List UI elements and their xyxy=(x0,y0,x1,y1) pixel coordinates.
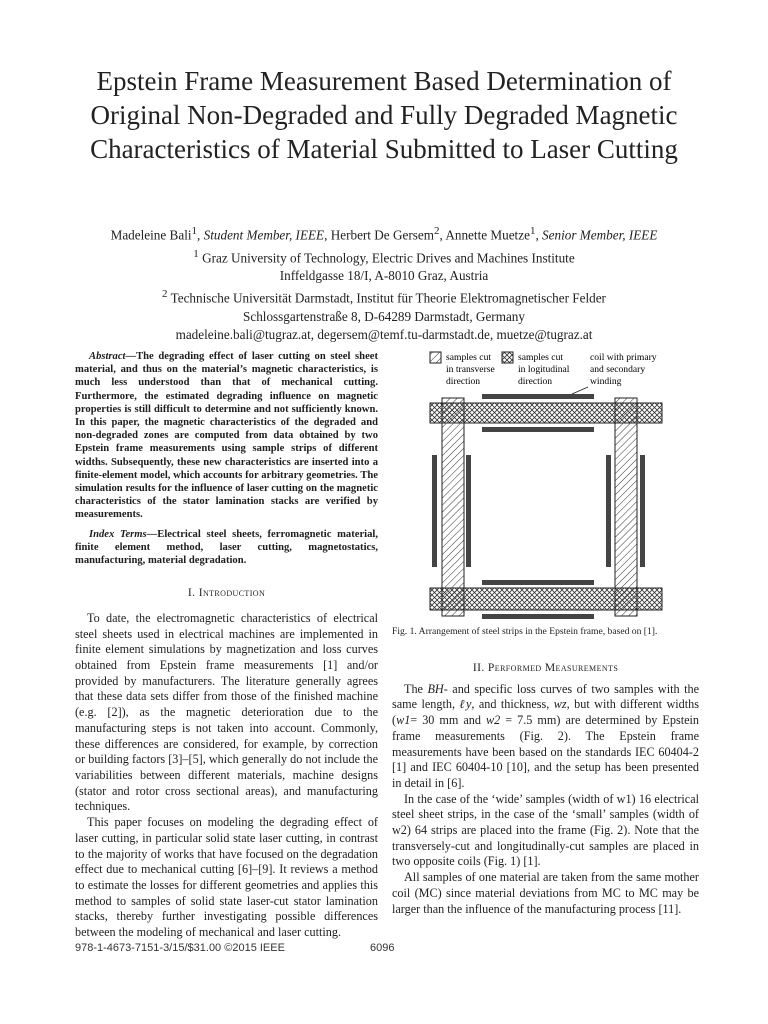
affiliation-1-address: Inffeldgasse 18/I, A-8010 Graz, Austria xyxy=(279,268,489,284)
affiliation-2 xyxy=(40,285,728,308)
coil-bottom-inner xyxy=(482,614,594,619)
affiliation-1 xyxy=(40,245,728,268)
author-sup: 2 xyxy=(433,225,440,237)
legend-text: samples cut xyxy=(518,352,564,363)
section-heading: I. Introduction xyxy=(187,586,266,600)
affiliation-name: Technische Universität Darmstadt, Institut für Theorie Elektromagnetischer Felder xyxy=(170,290,606,306)
coil-left-outer xyxy=(432,455,437,567)
affiliation-sup: 1 xyxy=(193,247,199,260)
index-terms xyxy=(75,528,378,568)
abstract-label: Abstract xyxy=(89,351,126,362)
math-symbol: w2 xyxy=(486,713,501,728)
math-symbol: wz xyxy=(553,697,567,712)
legend-text: and secondary xyxy=(590,364,646,375)
legend-text: winding xyxy=(590,376,622,387)
math-symbol: w1 xyxy=(396,713,411,728)
legend-text: coil with primary xyxy=(590,352,657,363)
strip-right-transverse xyxy=(615,398,637,616)
coil-top-outer xyxy=(482,394,594,399)
left-column xyxy=(75,350,378,941)
author-line: Madeleine Bali$^1$, Student Member, IEEE, Herbert De Gersem$^2$, Annette Muetze$^1$, Senior Member, IEEE xyxy=(110,225,658,243)
index-terms-label: Index Terms xyxy=(89,528,147,540)
figure-caption: Fig. 1. Arrangement of steel strips in the Epstein frame, based on [1]. xyxy=(392,626,658,637)
affiliation-2-address: Schlossgartenstraße 8, D-64289 Darmstadt, Germany xyxy=(243,308,525,324)
epstein-frame-figure xyxy=(392,350,699,622)
text-run: - and specific loss curves of two samples with the same length, xyxy=(392,681,699,712)
legend-text: samples cut xyxy=(446,352,492,363)
affiliation-sup: 2 xyxy=(162,288,168,301)
author-role: Senior Member, IEEE xyxy=(542,227,658,243)
legend-pointer xyxy=(572,387,588,394)
author-block xyxy=(40,222,728,344)
paragraph xyxy=(392,682,699,792)
author-name: Madeleine Bali xyxy=(110,227,192,243)
text-run: = 7.5 mm) are determined by Epstein frame measurements (Fig. 2). The Epstein frame measurements have been based on the standards IEC 60404-2 [1] and IEC 60404-10 [10], and the setup has been presented in detail in [6]. xyxy=(392,713,699,790)
legend-text: in transverse xyxy=(446,364,495,375)
author-sup: 1 xyxy=(191,225,198,237)
coil-bottom-outer xyxy=(482,580,594,585)
author-sup: 1 xyxy=(529,225,536,237)
text-run: The xyxy=(404,681,428,696)
legend-text: direction xyxy=(446,376,481,387)
legend-swatch-longitudinal xyxy=(502,352,513,363)
coil-right-inner xyxy=(640,455,645,567)
text-run: , and thickness, xyxy=(471,697,554,712)
author-name: Herbert De Gersem xyxy=(330,227,434,243)
page-number: 6096 xyxy=(370,942,395,954)
strip-left-transverse xyxy=(442,398,464,616)
right-column xyxy=(392,350,699,917)
abstract xyxy=(75,350,378,522)
text-run: = 30 mm and xyxy=(410,713,487,728)
author-emails: madeleine.bali@tugraz.at, degersem@temf.tu-darmstadt.de, muetze@tugraz.at xyxy=(175,327,593,343)
affiliation-name: Graz University of Technology, Electric Drives and Machines Institute xyxy=(202,249,575,265)
math-symbol: BH xyxy=(427,681,444,696)
index-terms-text: —Electrical steel sheets, ferromagnetic material, finite element method, laser cutting, magnetostatics, manufacturing, material degradation. xyxy=(75,528,378,567)
epstein-frame-diagram xyxy=(392,350,699,622)
legend-text: direction xyxy=(518,376,553,387)
paragraph: This paper focuses on modeling the degrading effect of laser cutting, in particular solid state laser cutting, in contrast to the majority of works that have focused on the degradation effect due to mechanical cutting [6]–[9]. It reviews a method to estimate the losses for different geometries and applies this method to samples of solid state laser-cut stator lamination stacks, thereby further investigating possible differences between the modeling of mechanical and laser cutting. xyxy=(75,815,378,940)
paragraph: In the case of the ‘wide’ samples (width of w1) 16 electrical steel sheet strips, in the case of the ‘small’ samples (width of w2) 64 strips are placed into the frame (Fig. 2). Note that the transversely-cut and longitudinally-cut samples are placed in two opposite coils (Fig. 1) [1]. xyxy=(392,791,699,869)
legend-swatch-transverse xyxy=(430,352,441,363)
math-symbol: ℓy xyxy=(459,697,472,712)
paper-title: Epstein Frame Measurement Based Determination of Original Non-Degraded and Fully Degraded Magnetic Characteristics of Material Submitted to Laser Cutting xyxy=(90,66,678,164)
section-heading: II. Performed Measurements xyxy=(472,661,619,674)
paragraph: All samples of one material are taken from the same mother coil (MC) since material deviations from MC to MC may be larger than the influence of the manufacturing process [11]. xyxy=(392,870,699,916)
paragraph: To date, the electromagnetic characteristics of electrical steel sheets used in electrical machines are implemented in finite element simulations by magnetization and loss curves obtained from Epstein frame measurements [1] and/or provided by manufacturers. The literature generally agrees that these data sets differ from those of the finished machine (e.g. [2]), as the magnetic deterioration due to the manufacturing steps is not taken into account. Commonly, these differences are considered, for example, by correction or building factors [3]–[5], which generally do not include the variabilities between different materials, machine designs (stator and rotor cross sectional areas), and manufacturing techniques. xyxy=(75,610,378,814)
author-name: Annette Muetze xyxy=(445,227,530,243)
footer-isbn: 978-1-4673-7151-3/15/$31.00 ©2015 IEEE xyxy=(75,942,285,954)
author-role: Student Member, IEEE xyxy=(203,227,325,243)
coil-top-inner xyxy=(482,427,594,432)
text-run: , but with different widths ( xyxy=(392,697,699,728)
coil-right-outer xyxy=(606,455,611,567)
abstract-text: —The degrading effect of laser cutting on steel sheet material, and thus on the material’s magnetic characteristics, is much less understood than that of mechanical cutting. Furthermore, the estimated degrading influence on magnetic properties is still difficult to determine and not sufficiently known. In this paper, the magnetic characteristics of the degraded and non-degraded zones are computed from data obtained by two Epstein frame measurements using sample strips of different widths. Subsequently, these new characteristics are inserted into a finite-element model, which accounts for arbitrary geometries. The simulation results for the influence of laser cutting on the magnetic characteristics of the stator lamination stacks are verified by measurements. xyxy=(75,351,378,521)
coil-left-inner xyxy=(466,455,471,567)
legend-text: in logitudinal xyxy=(518,364,570,375)
